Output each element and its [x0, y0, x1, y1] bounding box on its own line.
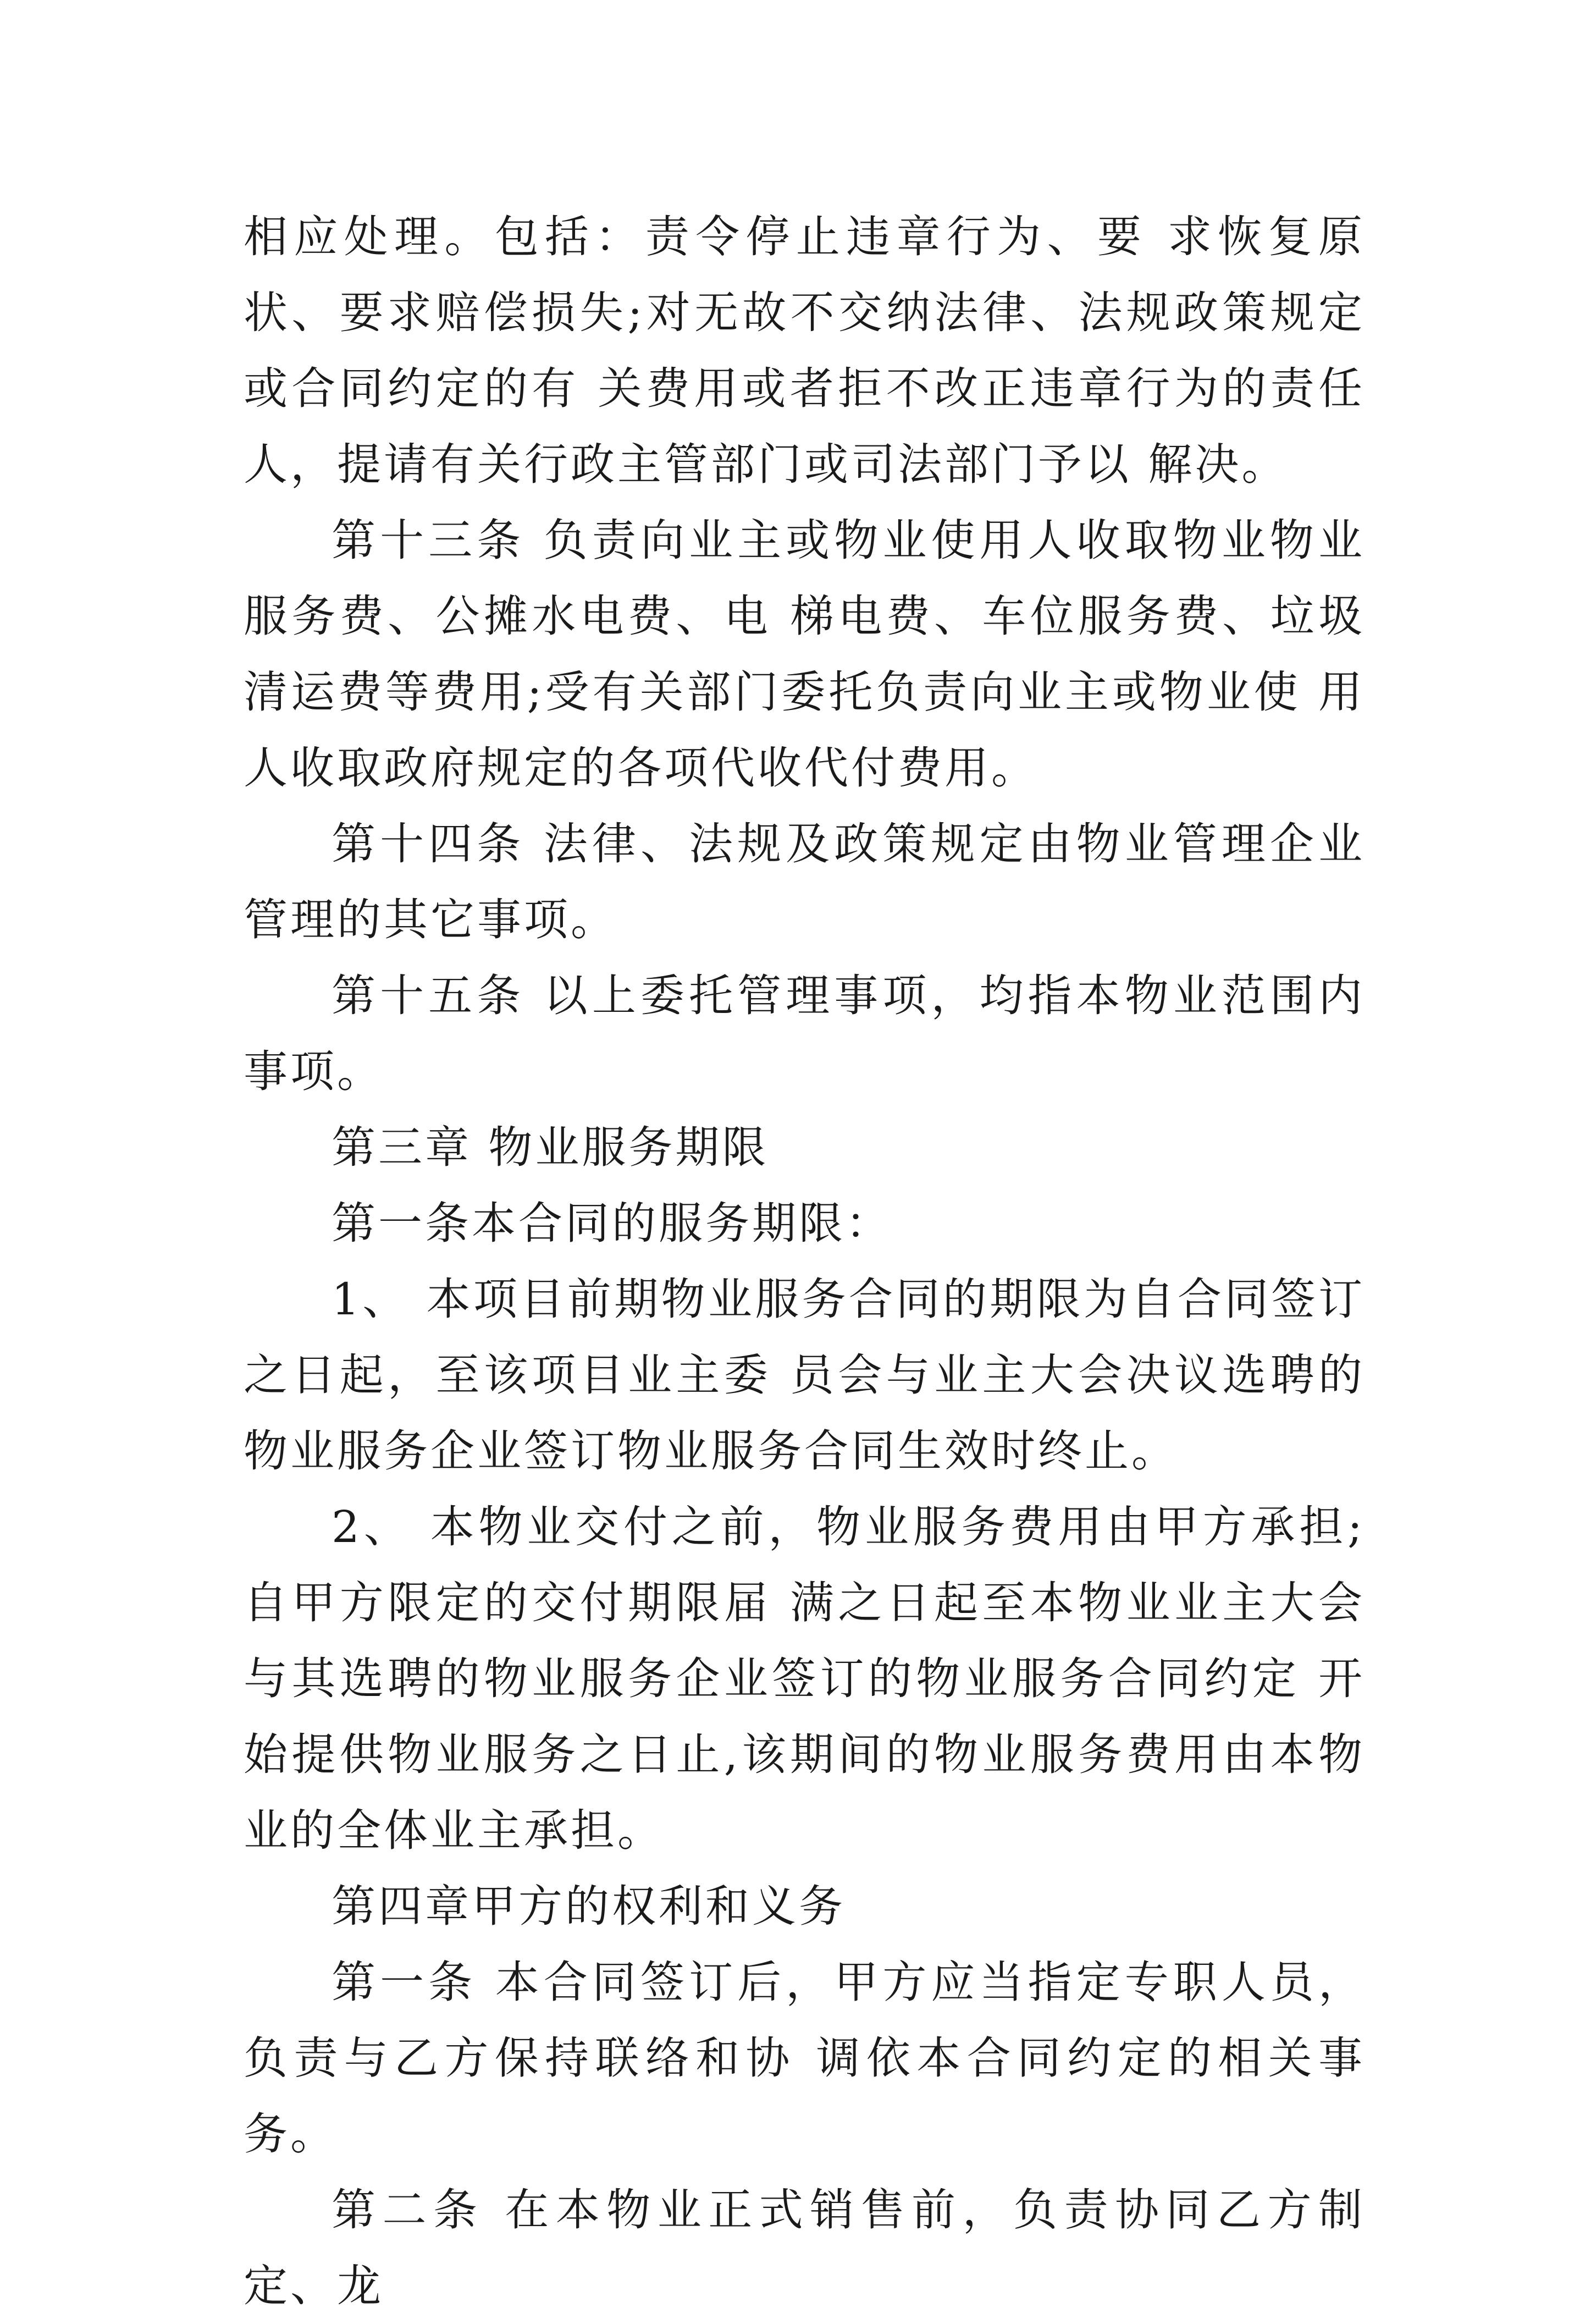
paragraph-ch3-article-1: 第一条本合同的服务期限：	[332, 1198, 892, 1249]
paragraph-ch4-article-2: 第二条 在本物业正式销售前，负责协同乙方制定、龙	[244, 2184, 1365, 2311]
document-body	[244, 199, 1365, 2324]
paragraph-ch4-article-1: 第一条 本合同签订后，甲方应当指定专职人员，负责与乙方保持联络和协 调依本合同约定的相关事务。	[244, 1957, 1365, 2160]
paragraph-item-2: 2、 本物业交付之前，物业服务费用由甲方承担;自甲方限定的交付期限届 满之日起至本物业业主大会与其选聘的物业服务企业签订的物业服务合同约定 开始提供物业服务之日止,该期间的物业服务费用由本物业的全体业主承担。	[244, 1501, 1365, 1856]
paragraph-article-15: 第十五条 以上委托管理事项，均指本物业范围内事项。	[244, 970, 1365, 1097]
chapter-4-heading: 第四章甲方的权利和义务	[332, 1881, 846, 1932]
chapter-3-heading: 第三章 物业服务期限	[332, 1122, 769, 1173]
paragraph-article-14: 第十四条 法律、法规及政策规定由物业管理企业管理的其它事项。	[244, 818, 1365, 945]
paragraph-1: 相应处理。包括：责令停止违章行为、要 求恢复原状、要求赔偿损失;对无故不交纳法律、法规政策规定或合同约定的有 关费用或者拒不改正违章行为的责任人，提请有关行政主管部门或司法部门予以 解决。	[244, 211, 1365, 490]
paragraph-item-1: 1、 本项目前期物业服务合同的期限为自合同签订之日起，至该项目业主委 员会与业主大会决议选聘的物业服务企业签订物业服务合同生效时终止。	[244, 1274, 1365, 1477]
paragraph-article-13: 第十三条 负责向业主或物业使用人收取物业物业服务费、公摊水电费、电 梯电费、车位服务费、垃圾清运费等费用;受有关部门委托负责向业主或物业使 用人收取政府规定的各项代收代付费用。	[244, 515, 1365, 794]
